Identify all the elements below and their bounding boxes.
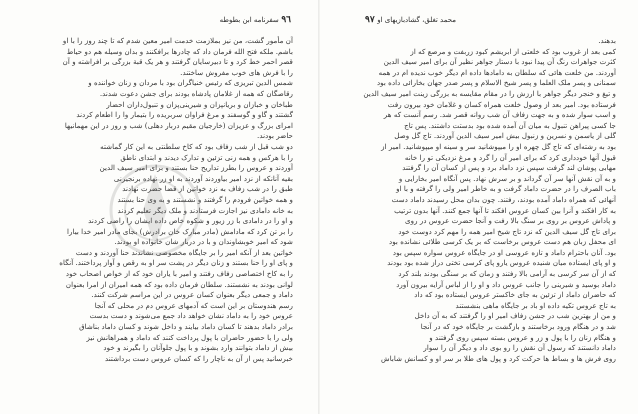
right-page-number: ٩٧ bbox=[365, 15, 375, 25]
text-line: برادر داماد بدهند تا کسان داماد بیایند و داخل شوند و کسان داماد بناشاق bbox=[79, 322, 293, 332]
right-running-title: محمد تغلق، گشادبازیهای او bbox=[377, 16, 457, 24]
right-page bbox=[320, 0, 638, 414]
text-line: بود به رشته‌ای که تاج گل چهره او را میپوشانید سر و سینه او میپوشانید. امیر از bbox=[381, 141, 616, 151]
left-running-title: سفرنامه ابن بطوطه bbox=[219, 16, 279, 24]
text-line: و او را در دامادی با زر زیور و شکوه خاص داده ایشان را راضی کردند bbox=[88, 216, 293, 226]
text-line: و او پای ایستاده میان شنیده عروس یارو پای کرسی تختی دراز شده بود بودند bbox=[387, 258, 616, 268]
right-text-block bbox=[353, 36, 616, 396]
text-line: عروس خود را به داماد نشان خواهد داد جمع می‌شوند و دست بدست bbox=[89, 311, 293, 321]
text-line: شمس الدین تبریزی که رئیس خنیاگران بود با مردان و زنان خواننده و bbox=[88, 78, 293, 88]
text-line: را بر تن کرد که مادامش (مادر مبارک خان برادرش) بجای مادر امیر خدا بیارا bbox=[67, 226, 293, 236]
text-line: برای تاج گل سیف الدین که نزد تاج شیخ امیر همه را مهم کرد دوست خود bbox=[398, 226, 616, 236]
text-line: و همه خواتین فرودم را گرفتند و نشستند و به وی حنا بستند bbox=[117, 194, 293, 204]
text-line: را به کاخ اختصاصی زفاف رفتند و امیر با یاران خود که از خواص اصحاب خود bbox=[65, 269, 293, 279]
text-line: قبول آنها خودداری کرد که برای امیر آن را گرد و مرغ نزدیکی تو را خانه bbox=[404, 152, 616, 162]
text-line: داماد بوسید و شیرینی را جانب عروس داد و او را از لباس آرایه بیرون آورد bbox=[396, 279, 616, 289]
text-line: قصر احمر خط کرد و تا دبیرسایان گرفتند و هر یک قبة بزرگی بر افراشته و آن bbox=[62, 57, 293, 67]
text-line: طبق را در شب زفاف به نزد خواتین از قضا حضرت نهادند bbox=[122, 184, 293, 194]
text-line: را با فرش های خوب مفروش ساختند. bbox=[180, 67, 293, 77]
text-line: فرستاده بود. امیر بعد از وصول خلعت همراه کسان و غلامان خود بیرون رفت bbox=[387, 99, 616, 109]
text-line: داماد و جمعی دیگر بعنوان کسان عروس در این مراسم شرکت کنند. bbox=[91, 290, 293, 300]
text-line: بیش از داماد بتوانند وارد بشوند و با پول جلوآنان را بگیرند و خود bbox=[103, 343, 293, 353]
text-line: و هنگام زنان را با پول و زر و عروس بسته سپس روی گرفتند و bbox=[429, 332, 616, 342]
text-line: رقاصگان که همه از غلامان پادشاه بودند برای جشن دعوت شدند. bbox=[99, 88, 293, 98]
text-line: را با هرکس و همه زنی تزئین و تدارک دیدند و ابتدای ناطق bbox=[120, 152, 293, 162]
text-line: رسم هندوستان بر این است که آدمهای عروس دم در محلی که آنجا bbox=[94, 300, 293, 310]
text-line: باب الصرف را در حضرت داماد گرفت و به خاطر امیر ولی را گرفته و با او bbox=[396, 184, 616, 194]
right-running-head bbox=[365, 14, 597, 26]
text-line: آوردند و عروس را بطرز تداریح حنا بستند و برای امیر سیف الدین bbox=[99, 163, 293, 173]
text-line: سمنانی و پسر ملک العلما و پسر شیخ الاسلام و پسر صدر جهان بخارائی داده بود bbox=[376, 78, 616, 88]
text-line: که حاضران داماد از تزئین به جای خاکستر عروس ایستاده بود که داد bbox=[414, 290, 616, 300]
text-line: شود که امیر خوبشاوندان و با در دربار شان خانواده او بودند. bbox=[114, 237, 293, 247]
text-line: آنهائی که همراه داماد آمده بودند، رفتند. چون بدان محل رسیدند داماد دست bbox=[391, 194, 616, 204]
text-line: گشتند و گاو و گوسفند و مرغ فراوان سربریده را بتیمار وا را اطعام کردند bbox=[76, 110, 293, 120]
text-line: طباخان و خبازان و بریانپزان و شیرینی‌پزان و تنبول‌داران احضار bbox=[106, 99, 293, 109]
text-line: گلی از یاسمن و نسرین و زنبول بیش امیر سیف الدین آوردند. تاج گل وصل bbox=[394, 131, 616, 141]
text-line: به تاج عروس تکیه داده او باد بر جایگاه ماهی بنشستند bbox=[455, 300, 616, 310]
text-line: و پاداش عروس بر روی بر سنگ بالا رفت و آنجا حضرت عروس در روی bbox=[405, 216, 616, 226]
text-line: ولی را با حضور حاضران با پول پرداخت کنند که داماد و همراهانش نیز bbox=[86, 332, 293, 342]
text-line: بقیه آنانکه از نزد امیر بیاوردند آوردند به او زر نهاده برنجیرنی bbox=[113, 173, 293, 183]
text-line: باشم. ملکه فتح الله فرمان داد که چادرها برافکنند و بدان وسیله هم دو حیاط bbox=[66, 46, 293, 56]
text-line: که از آن سر کرسی به آرامی بالا رفتند و زمان که بر سنگی بودند بلند کرد bbox=[398, 269, 616, 279]
left-page bbox=[0, 0, 318, 414]
text-line: و من از بهترین شب در جشن زفاف امیر او را گرفتند که به آن داخل bbox=[414, 311, 616, 321]
publisher-emblem-icon bbox=[95, 150, 215, 270]
text-line: دو شب قبل از شب زفاف بود که کاخ سلطنتی به این کار گماشته bbox=[100, 141, 293, 151]
text-line: بود. آنان باحترام داماد و تازه عروسی او در جایگاه عروس سواره سپس بود bbox=[392, 247, 616, 257]
text-line: خواتین بعد از آنکه امیر را بر جایگاه مخصوصی نشاندند حنا آوردند و دست bbox=[75, 247, 293, 257]
text-line: آن مأمور گشت، من نیز بملازمت خدمت امیر معین شدم که تا چند روز را با او bbox=[62, 36, 293, 45]
text-line: حاضر بودند. bbox=[257, 131, 293, 141]
text-line: آوردند. من خلعت هائی که سلطان به دامادها داده ام دیگر خوب ندیده ام در همه bbox=[378, 67, 616, 77]
text-line: امرای بزرگ و عزیزان (خارجیان مقیم دربار دهلی) شب و روز در این مهمانیها bbox=[64, 120, 293, 130]
text-line: روی فرش ها و بساط ها حرکت کرد و پول های طلا بر سر او و کسانش شاباش bbox=[380, 353, 616, 363]
text-line: جا کسی پیراهن تنبول به میان آن آمده شده بود بدستت داشتند. پس تاج bbox=[404, 120, 616, 130]
text-line: ای محفل زبان هم دست عروس برخاست که بر یک کرسی طلائی نشانده بود bbox=[389, 237, 616, 247]
text-line: کمی بعد از غروب بود که خلعتی از ابریشم کبود زربفت و مرصع که از bbox=[410, 46, 616, 56]
text-line: لوانی بودند به نشستند. سلطان فرمان داده بود که همه امیران از امرا بعنوان bbox=[65, 279, 293, 289]
text-line: خبرسانید پس از آن به ناچار را که کسان عروس دست برداشتند bbox=[104, 353, 293, 363]
text-line: بدهند. bbox=[598, 36, 616, 45]
text-line: کثرت جواهرات رنگ آن پیدا نبود با دستار جواهر نظیر آن برای امیر سیف الدین bbox=[383, 57, 616, 67]
text-line: به خانه دامادی نیز اجازت فرستادند و ملک دیگر تعلیم کردند bbox=[117, 205, 293, 215]
text-line: و به آن نقش آنها سر آن گرداند و بر سرش نهاد. پس آنگاه امیر بخارایی و bbox=[398, 173, 616, 183]
text-line: به کار افکند و آنرا بین کسان عروس افکند تا آنها جمع کنند. آنها بدون ترتیب bbox=[394, 205, 616, 215]
left-page-number: ٩٦ bbox=[281, 15, 291, 25]
text-line: مهابی پوشان لند گرفت سپس نزد داماد برد و پس از کسان آن را گرفتند bbox=[402, 163, 616, 173]
text-line: و اسب سوار شده و به جهت زفاف آن شب روانه قصر شد. رسم آنست که هر bbox=[383, 110, 616, 120]
text-line: و تیغ و خنجر دیگر جواهر با ارزش را در مقام مقایسه به بزرگی زینت امیر سیف الدین bbox=[363, 88, 616, 98]
text-line: داماد دانستند که رسول آن نقش را رو بوی داد و دیگر آن را سوار bbox=[423, 343, 616, 353]
left-running-head bbox=[33, 14, 291, 26]
text-line: و پای او را حنا بستند و زنان دیگر در پشت سر او به رقص و آواز پرداختند. آنگاه bbox=[59, 258, 293, 268]
text-line: شد و در هنگام ورود برخاستند و بازگشت بر جایگاه خود که در آنجا bbox=[420, 322, 616, 332]
